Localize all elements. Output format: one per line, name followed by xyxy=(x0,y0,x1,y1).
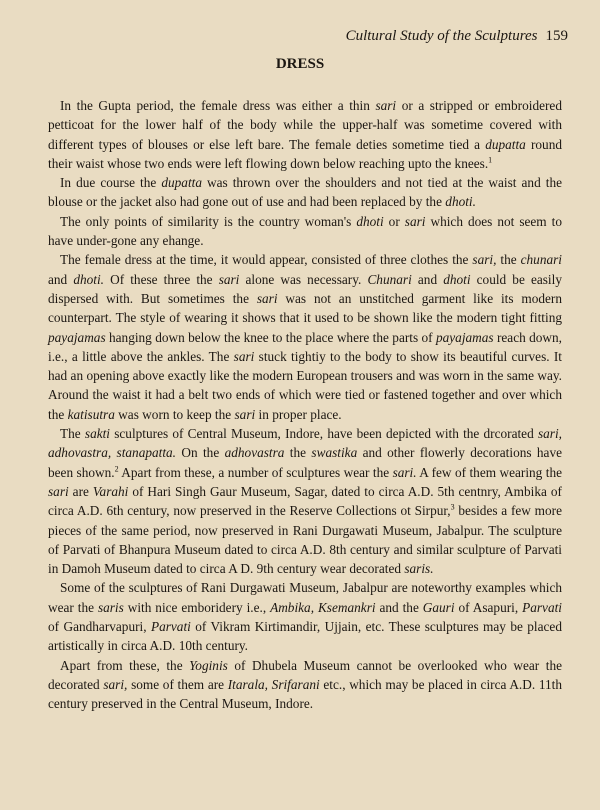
italic-term: sari xyxy=(233,348,255,364)
text-run: alone was necessary. xyxy=(239,271,368,287)
text-run: was thrown over the shoulders and not tied at the waist and the blouse or the jacket also had gone out of use and had been replaced by the xyxy=(48,175,562,210)
text-run: some of them are xyxy=(127,676,228,692)
italic-term: swastika xyxy=(311,445,358,461)
text-run: and other flowerly decorations have been shown. xyxy=(48,445,563,480)
text-run: in proper place. xyxy=(255,406,342,422)
italic-term: sari. xyxy=(392,464,417,480)
italic-term: Parvati xyxy=(522,599,562,615)
text-run: The female dress at the time, it would appear, consisted of three clothes the xyxy=(60,252,473,268)
italic-term: sari, xyxy=(472,252,497,268)
paragraph xyxy=(48,96,562,173)
italic-term: sari xyxy=(256,290,278,306)
text-run: the xyxy=(496,252,521,268)
italic-term: adhovastra xyxy=(224,445,285,461)
paragraph xyxy=(48,212,562,251)
text-run: reach down, i.e., a little above the ankles. The xyxy=(48,329,562,364)
paragraph xyxy=(48,424,562,578)
text-run: In the Gupta period, the female dress was either a thin xyxy=(60,98,376,113)
text-run: The only points of similarity is the country woman's xyxy=(60,213,357,229)
text-run: Apart from these, the xyxy=(60,657,190,673)
italic-term: saris. xyxy=(404,561,434,577)
body-text xyxy=(48,96,562,714)
paragraph xyxy=(48,656,562,714)
italic-term: sari, adhovastra, stanapatta. xyxy=(48,426,562,461)
italic-term: dhoti. xyxy=(73,271,104,287)
italic-term: dhoti xyxy=(356,213,384,229)
page-number: 159 xyxy=(545,28,568,44)
text-run: and xyxy=(48,271,74,287)
italic-term: Ambika, Ksemankri xyxy=(270,599,376,615)
footnote-ref: 1 xyxy=(488,155,493,165)
paragraph xyxy=(48,250,562,424)
italic-term: sari xyxy=(375,98,397,113)
italic-term: dupatta xyxy=(485,136,526,152)
italic-term: Yoginis xyxy=(189,657,228,673)
italic-term: saris xyxy=(97,599,124,615)
text-run: of Asapuri, xyxy=(454,599,523,615)
italic-term: chunari xyxy=(520,252,562,268)
text-run: Apart from these, a number of sculptures wear the xyxy=(118,464,393,480)
italic-term: Varahi xyxy=(92,483,129,499)
text-run: stuck tightiy to the body to show its beautiful curves. It had an opening above exactly like the modern European trousers and was worn in the same way. Around the waist it had a belt two ends of which were tied or fastened together and over which the xyxy=(48,348,562,422)
italic-term: sari, xyxy=(103,676,128,692)
text-run: Some of the sculptures of Rani Durgawati Museum, Jabalpur are noteworthy examples which wear the xyxy=(48,580,562,615)
footnote-ref: 2 xyxy=(114,464,119,474)
text-run: or a stripped or embroidered petticoat for the lower half of the body while the upper-half was sometime covered with different types of blouses or else left bare. The female deties sometime tied a xyxy=(48,98,562,152)
text-run: besides a few more pieces of the same period, now preserved in Rani Durgawati Museum, Jabalpur. The sculpture of Parvati of Bhanpura Museum dated to circa A.D. 8th century and similar sculpture of Parvati in Damoh Museum dated to circa A D. 9th century wear decorated xyxy=(48,503,562,577)
section-heading: DRESS xyxy=(275,56,325,72)
italic-term: sakti xyxy=(84,426,111,442)
text-run: of Gandharvapuri, xyxy=(48,619,151,635)
italic-term: katisutra xyxy=(67,406,115,422)
text-run: was worn to keep the xyxy=(114,406,235,422)
text-run: hanging down below the knee to the place where the parts of xyxy=(105,329,436,345)
italic-term: sari xyxy=(48,483,69,499)
text-run: the xyxy=(284,445,312,461)
italic-term: Itarala, Srifarani xyxy=(227,676,320,692)
italic-term: sari xyxy=(218,271,240,287)
italic-term: dupatta xyxy=(161,175,202,191)
paragraph xyxy=(48,173,562,212)
text-run: sculptures of Central Museum, Indore, have been depicted with the drcorated xyxy=(110,426,538,442)
running-header xyxy=(346,28,568,45)
text-run: are xyxy=(68,483,93,499)
text-run: of Dhubela Museum cannot be overlooked who wear the decorated xyxy=(48,657,562,692)
text-run: or xyxy=(383,213,405,229)
text-run: of Hari Singh Gaur Museum, Sagar, dated to circa A.D. 5th centnry, Ambika of circa A.D. 6th century, now preserved in the Reserve Collections ot Sirpur, xyxy=(48,483,562,519)
text-run: Of these three the xyxy=(103,271,219,287)
italic-term: sari xyxy=(234,406,256,422)
text-run: which does not seem to have under-gone any ehange. xyxy=(48,213,562,249)
text-run: could be easily dispersed with. But sometimes the xyxy=(48,271,562,306)
text-run: and xyxy=(411,271,444,287)
italic-term: payajamas xyxy=(435,329,494,345)
italic-term: Chunari xyxy=(367,271,412,287)
text-run: of Vikram Kirtimandir, Ujjain, etc. These sculptures may be placed artistically in circa A.D. 10th century. xyxy=(48,619,562,654)
text-run: was not an unstitched garment like its modern counterpart. The style of wearing it shows that it used to be shown like the modern tight fitting xyxy=(48,290,563,326)
text-run: etc., which may be placed in circa A.D. 11th century preserved in the Central Museum, Indore. xyxy=(48,676,562,712)
text-run: with nice emboridery i.e., xyxy=(123,599,271,615)
italic-term: dhoti. xyxy=(445,194,476,210)
footnote-ref: 3 xyxy=(450,502,455,512)
italic-term: dhoti xyxy=(443,271,471,287)
italic-term: payajamas xyxy=(48,329,106,345)
running-title: Cultural Study of the Sculptures xyxy=(345,28,538,44)
paragraph xyxy=(48,578,562,655)
italic-term: sari xyxy=(404,213,426,229)
italic-term: Gauri xyxy=(422,599,455,615)
text-run: The xyxy=(60,426,85,442)
italic-term: Parvati xyxy=(150,619,191,635)
text-run: round their waist whose two ends were left flowing down below reaching upto the knees. xyxy=(48,136,562,171)
text-run: A few of them wearing the xyxy=(416,464,562,480)
text-run: and the xyxy=(375,599,423,615)
text-run: In due course the xyxy=(60,175,162,191)
text-run: On the xyxy=(176,445,225,461)
